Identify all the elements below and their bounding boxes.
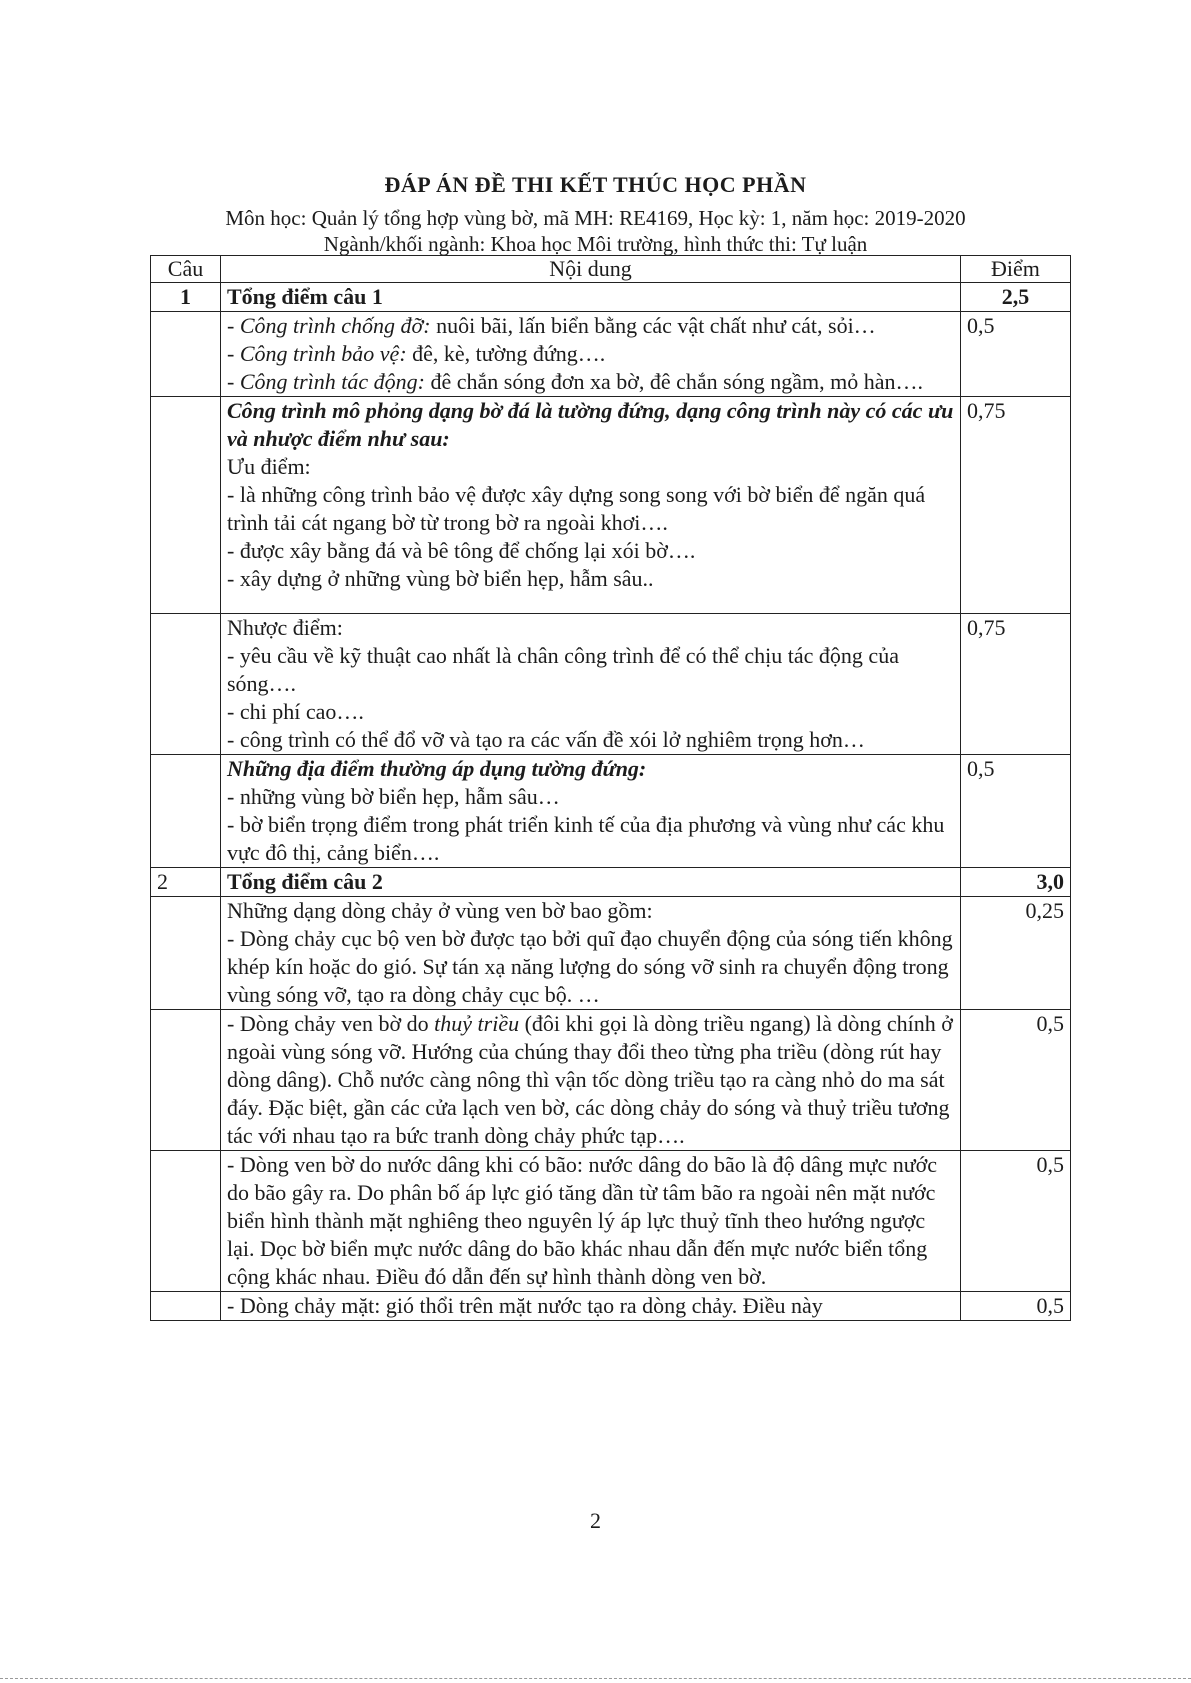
major-line: Ngành/khối ngành: Khoa học Môi trường, hình thức thi: Tự luận bbox=[323, 232, 868, 256]
q2-total-label: Tổng điểm câu 2 bbox=[221, 868, 961, 897]
subject-line: Môn học: Quản lý tổng hợp vùng bờ, mã MH: RE4169, Học kỳ: 1, năm học: 2019-2020 bbox=[225, 206, 966, 230]
q2-number: 2 bbox=[151, 868, 221, 897]
table-row bbox=[151, 755, 1071, 868]
q1-r1-content: - Công trình chống đỡ: nuôi bãi, lấn biển bằng các vật chất như cát, sỏi… - Công trình bảo vệ: đê, kè, tường đứng…. - Công trình tác động: đê chắn sóng đơn xa bờ, đê chắn sóng ngầm, mỏ hàn…. bbox=[221, 312, 961, 397]
q1-r4-content: Những địa điểm thường áp dụng tường đứng: - những vùng bờ biển hẹp, hẫm sâu… - bờ biển trọng điểm trong phát triển kinh tế của địa phương và vùng như các khu vực đô thị, cảng biển…. bbox=[221, 755, 961, 868]
document-title: ĐÁP ÁN ĐỀ THI KẾT THÚC HỌC PHẦN bbox=[384, 172, 807, 197]
q1-r4-score: 0,5 bbox=[961, 755, 1071, 868]
q2-r2-score: 0,5 bbox=[961, 1010, 1071, 1151]
header-diem: Điểm bbox=[961, 256, 1071, 283]
q1-total-score: 2,5 bbox=[961, 283, 1071, 312]
q2-r4-score: 0,5 bbox=[961, 1292, 1071, 1321]
q2-r1-score: 0,25 bbox=[961, 897, 1071, 1010]
q2-total-score: 3,0 bbox=[961, 868, 1071, 897]
answer-table bbox=[150, 255, 1071, 1321]
table-row bbox=[151, 397, 1071, 614]
q1-total-label: Tổng điểm câu 1 bbox=[221, 283, 961, 312]
page-number: 2 bbox=[590, 1508, 601, 1533]
header-noi-dung: Nội dung bbox=[221, 256, 961, 283]
q1-number: 1 bbox=[151, 283, 221, 312]
table-row bbox=[151, 614, 1071, 755]
footer-rule bbox=[0, 1678, 1191, 1679]
table-row bbox=[151, 897, 1071, 1010]
q1-total-row bbox=[151, 283, 1071, 312]
table-row bbox=[151, 312, 1071, 397]
q2-r3-score: 0,5 bbox=[961, 1151, 1071, 1292]
q2-r1-content: Những dạng dòng chảy ở vùng ven bờ bao gồm: - Dòng chảy cục bộ ven bờ được tạo bởi quĩ đạo chuyển động của sóng tiến không khép kín hoặc do gió. Sự tán xạ năng lượng do sóng vỡ sinh ra chuyển động trong vùng sóng vỡ, tạo ra dòng chảy cục bộ. … bbox=[221, 897, 961, 1010]
q2-r3-content: - Dòng ven bờ do nước dâng khi có bão: nước dâng do bão là độ dâng mực nước do bão gây ra. Do phân bố áp lực gió tăng dần từ tâm bão ra ngoài nên mặt nước biển hình thành mặt nghiêng theo nguyên lý áp lực thuỷ tĩnh theo hướng ngược lại. Dọc bờ biển mực nước dâng do bão khác nhau dẫn đến mực nước biển tổng cộng khác nhau. Điều đó dẫn đến sự hình thành dòng ven bờ. bbox=[221, 1151, 961, 1292]
q1-r2-score: 0,75 bbox=[961, 397, 1071, 614]
table-row bbox=[151, 1151, 1071, 1292]
q1-r3-content: Nhược điểm: - yêu cầu về kỹ thuật cao nhất là chân công trình để có thể chịu tác động của sóng…. - chi phí cao…. - công trình có thể đổ vỡ và tạo ra các vấn đề xói lở nghiêm trọng hơn… bbox=[221, 614, 961, 755]
q1-r2-content: Công trình mô phỏng dạng bờ đá là tường đứng, dạng công trình này có các ưu và nhược điểm như sau: Ưu điểm: - là những công trình bảo vệ được xây dựng song song với bờ biển để ngăn quá trình tải cát ngang bờ từ trong bờ ra ngoài khơi…. - được xây bằng đá và bê tông để chống lại xói bờ…. - xây dựng ở những vùng bờ biển hẹp, hẫm sâu.. bbox=[221, 397, 961, 614]
q1-r3-score: 0,75 bbox=[961, 614, 1071, 755]
table-header-row bbox=[151, 256, 1071, 283]
q2-r4-content: - Dòng chảy mặt: gió thổi trên mặt nước tạo ra dòng chảy. Điều này bbox=[221, 1292, 961, 1321]
q1-r1-score: 0,5 bbox=[961, 312, 1071, 397]
table-row bbox=[151, 1292, 1071, 1321]
table-row bbox=[151, 1010, 1071, 1151]
q2-total-row bbox=[151, 868, 1071, 897]
header-cau: Câu bbox=[151, 256, 221, 283]
q2-r2-content: - Dòng chảy ven bờ do thuỷ triều (đôi khi gọi là dòng triều ngang) là dòng chính ở ngoài vùng sóng vỡ. Hướng của chúng thay đổi theo từng pha triều (dòng rút hay dòng dâng). Chỗ nước càng nông thì vận tốc dòng triều tạo ra càng nhỏ do ma sát đáy. Đặc biệt, gần các cửa lạch ven bờ, các dòng chảy do sóng và thuỷ triều tương tác với nhau tạo ra bức tranh dòng chảy phức tạp…. bbox=[221, 1010, 961, 1151]
